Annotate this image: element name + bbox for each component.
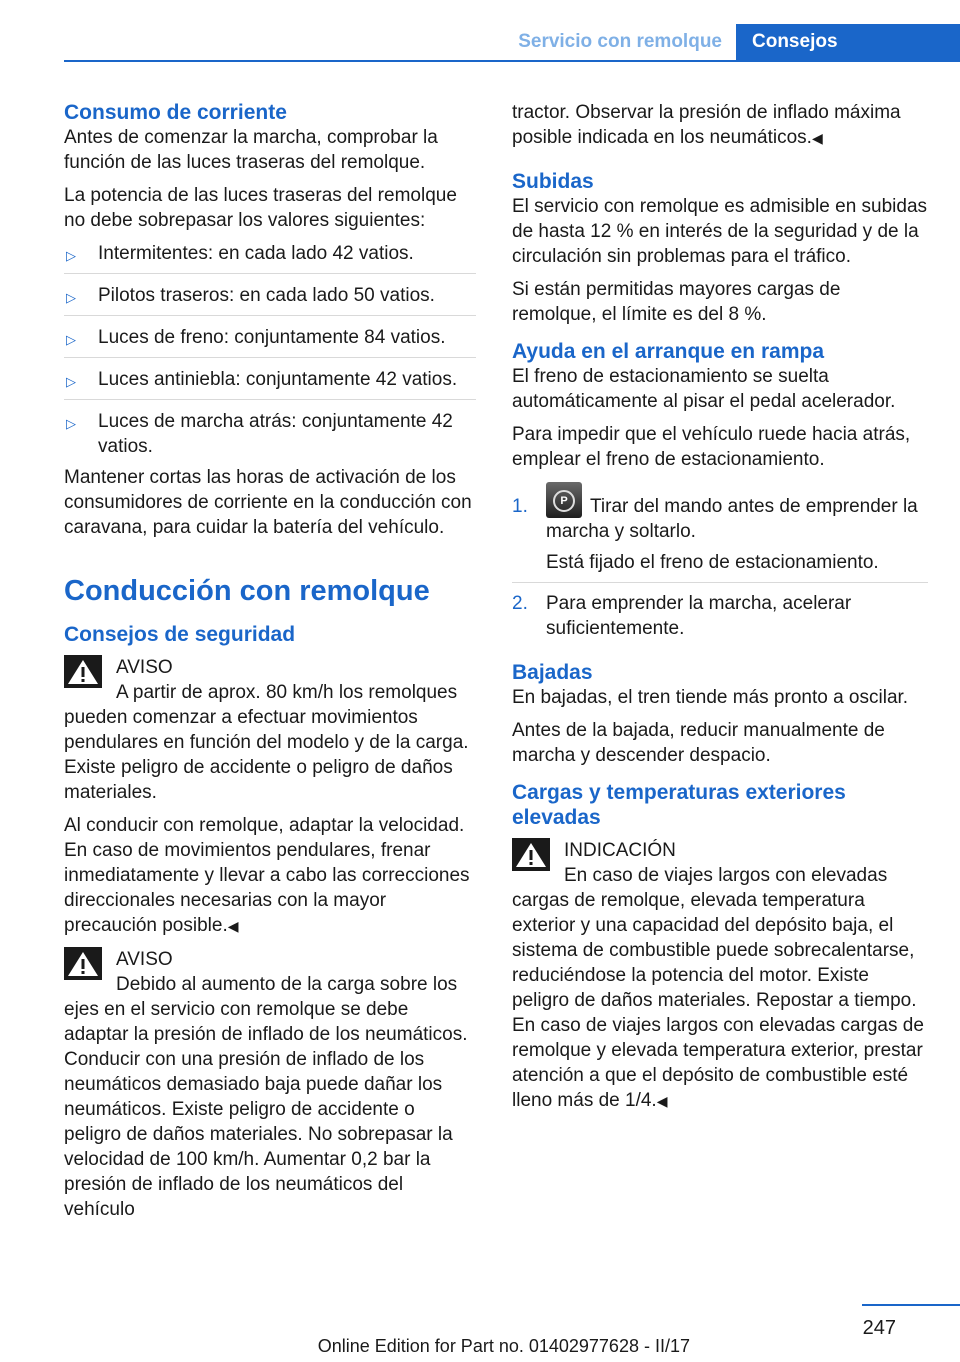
paragraph: El servicio con remolque es admisible en subidas de hasta 12 % en interés de la seguridad y de la circulación sin problemas para el tráfico.	[512, 196, 928, 267]
end-mark-icon: ◀	[811, 130, 823, 146]
warning-text: Debido al aumento de la carga sobre los ejes en el servicio con remolque se debe adaptar la presión de inflado de los neumáticos. Conducir con una presión de inflado de los neumáticos demasiado baja puede dañar los neumáticos. Existe peligro de accidente o peligro de daños materiales. No sobrepasar la velocidad de 100 km/h. Aumentar 0,2 bar la presión de inflado de los neumáticos del vehículo	[64, 974, 468, 1220]
paragraph: En bajadas, el tren tiende más pronto a oscilar.	[512, 687, 909, 708]
list-item: 1. P Tirar del mando antes de emprender la marcha y soltarlo. Está fijado el freno de estacionamiento.	[512, 494, 928, 583]
header-section[interactable]: Servicio con remolque	[518, 31, 722, 52]
warning-triangle-icon	[64, 947, 102, 980]
paragraph: Mantener cortas las horas de activación de los consumidores de corriente en la conducción con caravana, para cuidar la batería del vehículo.	[64, 467, 472, 538]
end-mark-icon: ◀	[656, 1093, 668, 1109]
heading-seguridad: Consejos de seguridad	[64, 623, 296, 646]
warning-triangle-icon	[512, 838, 550, 871]
steps-list	[512, 494, 928, 648]
parking-brake-icon: P	[546, 482, 582, 518]
bullet-triangle-icon: ▷	[66, 374, 76, 389]
warning-label: INDICACIÓN	[564, 840, 676, 861]
heading-subidas: Subidas	[512, 170, 594, 193]
list-item: ▷ Pilotos traseros: en cada lado 50 vatios.	[64, 283, 476, 316]
left-column	[64, 100, 476, 1230]
warning-text: En caso de viajes largos con elevadas cargas de remolque, elevada temperatura exterior y una capacidad del depósito baja, el sistema de combustible puede sobrecalentarse, reduciéndose la potencia del motor. Existe peligro de daños materiales. Repostar a tiempo. En caso de viajes largos con elevadas cargas de remolque y elevada temperatura exterior, prestar atención a que el depósito de combustible esté lleno más de 1/4.	[512, 865, 924, 1111]
page-number: 247	[862, 1317, 896, 1339]
heading-cargas: Cargas y temperaturas exteriores elevadas	[512, 781, 846, 829]
list-item: ▷ Luces antiniebla: conjuntamente 42 vatios.	[64, 367, 476, 400]
bullet-triangle-icon: ▷	[66, 332, 76, 347]
bullet-triangle-icon: ▷	[66, 416, 76, 431]
step-number: 1.	[512, 496, 528, 517]
list-item: 2. Para emprender la marcha, acelerar suficientemente.	[512, 593, 852, 639]
bullet-triangle-icon: ▷	[66, 290, 76, 305]
step-note: Está fijado el freno de estacionamiento.	[546, 552, 879, 573]
paragraph: Al conducir con remolque, adaptar la velocidad. En caso de movimientos pendulares, frenar inmediatamente y llevar a cabo las correcciones direccionales necesarias con la mayor precaución posible.◀	[64, 815, 470, 936]
paragraph: Si están permitidas mayores cargas de remolque, el límite es del 8 %.	[512, 279, 841, 325]
warning-label: AVISO	[116, 949, 173, 970]
footer-rule	[862, 1304, 960, 1306]
end-mark-icon: ◀	[227, 918, 239, 934]
footer-edition: Online Edition for Part no. 01402977628 - II/17	[317, 1336, 690, 1356]
list-item: ▷ Intermitentes: en cada lado 42 vatios.	[64, 241, 476, 274]
heading-rampa: Ayuda en el arranque en rampa	[512, 340, 824, 363]
list-item: ▷ Luces de freno: conjuntamente 84 vatios.	[64, 325, 476, 358]
warning-block	[64, 655, 476, 805]
paragraph: La potencia de las luces traseras del remolque no debe sobrepasar los valores siguientes:	[64, 185, 457, 231]
paragraph: Antes de la bajada, reducir manualmente de marcha y descender despacio.	[512, 720, 885, 766]
header-tab[interactable]: Consejos	[736, 24, 960, 62]
warning-text: A partir de aprox. 80 km/h los remolques pueden comenzar a efectuar movimientos pendulares en función del modelo y de la carga. Existe peligro de accidente o peligro de daños materiales.	[64, 682, 469, 803]
paragraph: El freno de estacionamiento se suelta automáticamente al pisar el pedal acelerador.	[512, 366, 896, 412]
heading-consumo: Consumo de corriente	[64, 101, 287, 124]
heading-bajadas: Bajadas	[512, 661, 593, 684]
warning-block	[64, 947, 476, 1222]
bullet-list	[64, 241, 476, 459]
bullet-triangle-icon: ▷	[66, 248, 76, 263]
main-heading: Conducción con remolque	[64, 575, 430, 607]
paragraph: Antes de comenzar la marcha, comprobar la función de las luces traseras del remolque.	[64, 127, 438, 173]
step-number: 2.	[512, 593, 528, 614]
right-column	[512, 100, 928, 1122]
warning-triangle-icon	[64, 655, 102, 688]
warning-label: AVISO	[116, 657, 173, 678]
list-item: ▷ Luces de marcha atrás: conjuntamente 42 vatios.	[66, 411, 453, 457]
paragraph: tractor. Observar la presión de inflado máxima posible indicada en los neumáticos.◀	[512, 102, 901, 148]
paragraph: Para impedir que el vehículo ruede hacia atrás, emplear el freno de estacionamiento.	[512, 424, 911, 470]
warning-block	[512, 838, 928, 1114]
